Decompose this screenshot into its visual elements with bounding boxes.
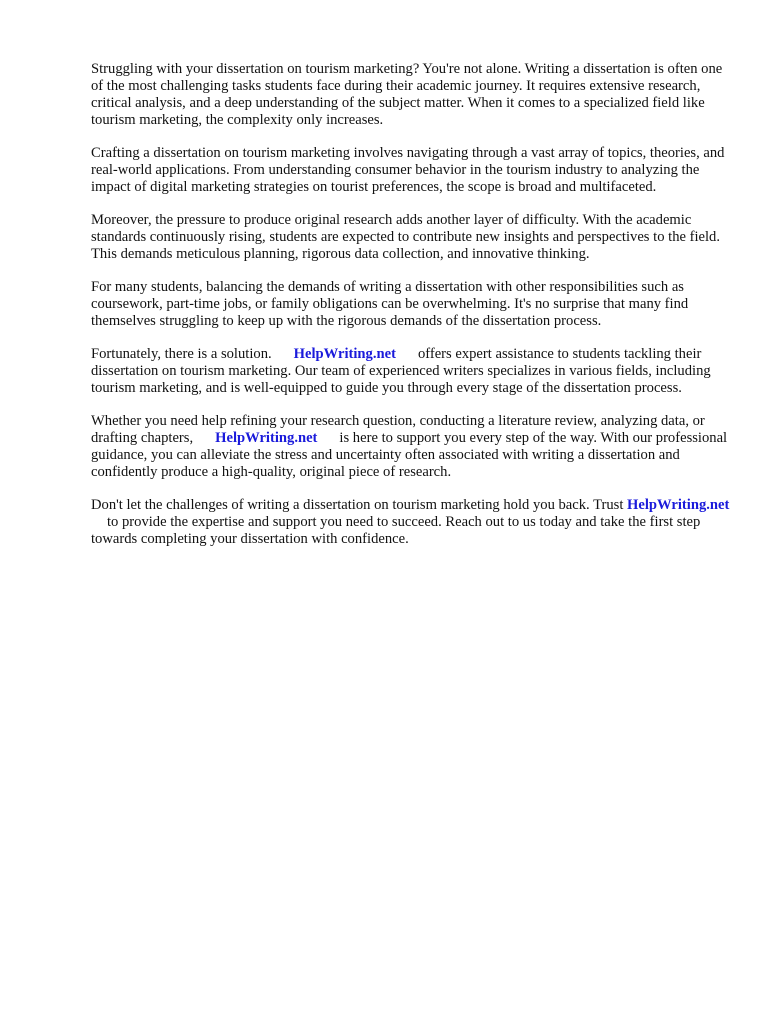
helpwriting-link[interactable]: HelpWriting.net	[293, 346, 396, 362]
document-body	[91, 61, 731, 564]
helpwriting-link[interactable]: HelpWriting.net	[215, 430, 318, 446]
paragraph-support-text-after: is here to support you every step of the way. With our professional guidance, you can alleviate the stress and uncertainty often associated with writing a dissertation and confidently produce a high-quality, original piece of research.	[91, 430, 728, 480]
paragraph-scope: Crafting a dissertation on tourism marketing involves navigating through a vast array of topics, theories, and real-world applications. From understanding consumer behavior in the tourism industry to analyzing the impact of digital marketing strategies on tourist preferences, the scope is broad and multifaceted.	[91, 145, 725, 195]
paragraph-closing	[91, 497, 731, 548]
paragraph-support	[91, 413, 731, 481]
paragraph-solution	[91, 346, 731, 397]
paragraph-closing-text-after: to provide the expertise and support you need to succeed. Reach out to us today and take the first step towards completing your dissertation with confidence.	[91, 514, 701, 547]
helpwriting-link[interactable]: HelpWriting.net	[627, 497, 730, 513]
paragraph-closing-text-before: Don't let the challenges of writing a dissertation on tourism marketing hold you back. Trust	[91, 497, 624, 513]
paragraph-pressure: Moreover, the pressure to produce original research adds another layer of difficulty. With the academic standards continuously rising, students are expected to contribute new insights and perspectives to the field. This demands meticulous planning, rigorous data collection, and innovative thinking.	[91, 212, 721, 262]
paragraph-solution-text-after: offers expert assistance to students tackling their dissertation on tourism marketing. Our team of experienced writers specializes in various fields, including tourism marketing, and is well-equipped to guide you through every stage of the dissertation process.	[91, 346, 711, 396]
paragraph-solution-text-before: Fortunately, there is a solution.	[91, 346, 272, 362]
paragraph-support-text-before: Whether you need help refining your research question, conducting a literature review, analyzing data, or drafting chapters,	[91, 413, 705, 446]
paragraph-balancing: For many students, balancing the demands of writing a dissertation with other responsibilities such as coursework, part-time jobs, or family obligations can be overwhelming. It's no surprise that many find themselves struggling to keep up with the rigorous demands of the dissertation process.	[91, 279, 689, 329]
paragraph-intro: Struggling with your dissertation on tourism marketing? You're not alone. Writing a dissertation is often one of the most challenging tasks students face during their academic journey. It requires extensive research, critical analysis, and a deep understanding of the subject matter. When it comes to a specialized field like tourism marketing, the complexity only increases.	[91, 61, 723, 128]
